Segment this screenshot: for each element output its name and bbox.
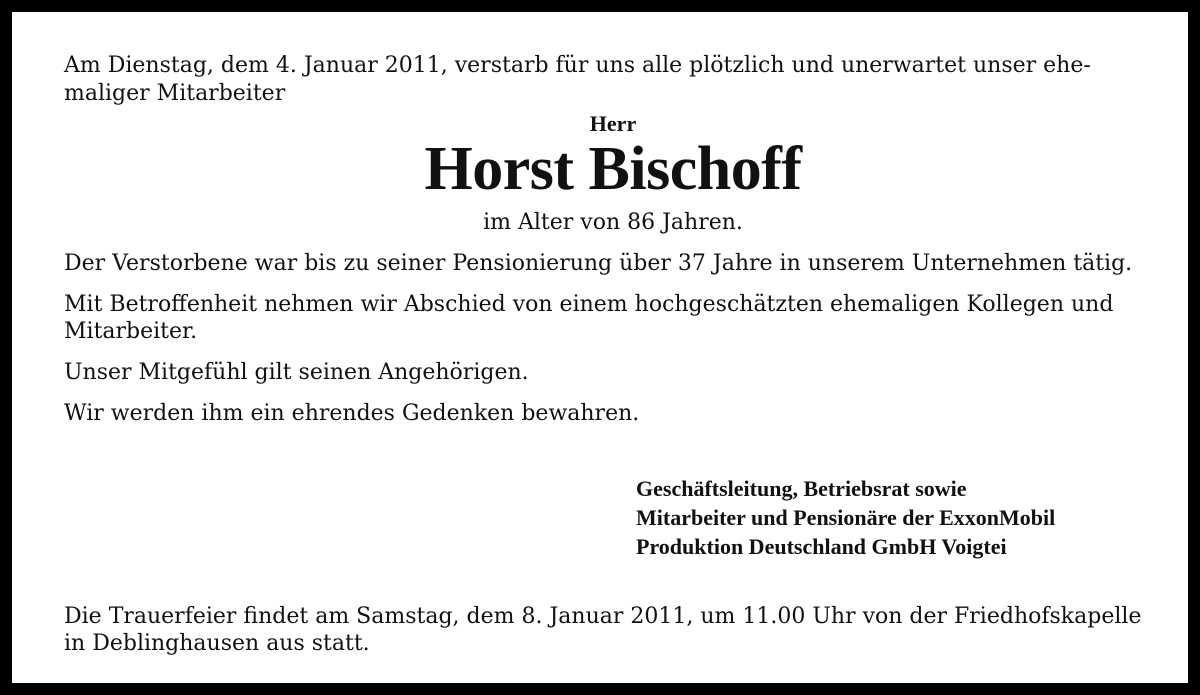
deceased-name: Horst Bischoff [424, 135, 802, 203]
signer-line: Mitarbeiter und Pensionäre der ExxonMobil [636, 505, 1056, 530]
paragraph-tenure: Der Verstorbene war bis zu seiner Pensionierung über 37 Jahre in unserem Unternehmen tätig. [64, 251, 1133, 276]
signer-line: Geschäftsleitung, Betriebsrat sowie [636, 476, 967, 501]
age-line: im Alter von 86 Jahren. [483, 210, 743, 235]
salutation: Herr [589, 111, 637, 136]
paragraph-remembrance: Wir werden ihm ein ehrendes Gedenken bewahren. [64, 401, 640, 426]
funeral-info: Die Trauerfeier findet am Samstag, dem 8. Januar 2011, um 11.00 Uhr von der Friedhofskapelle in Deblinghausen aus statt. [64, 604, 1142, 656]
intro-text: Am Dienstag, dem 4. Januar 2011, verstarb für uns alle plötzlich und unerwartet unser ehe- maliger Mitarbeiter [64, 53, 1091, 106]
signer-line: Produktion Deutschland GmbH Voigtei [636, 534, 1007, 559]
notice-content [64, 52, 1162, 656]
signers-block [636, 474, 1055, 561]
paragraph-sympathy: Unser Mitgefühl gilt seinen Angehörigen. [64, 360, 529, 385]
paragraph-farewell: Mit Betroffenheit nehmen wir Abschied von einem hochgeschätzten ehemaligen Kollegen und Mitarbeiter. [64, 292, 1114, 344]
